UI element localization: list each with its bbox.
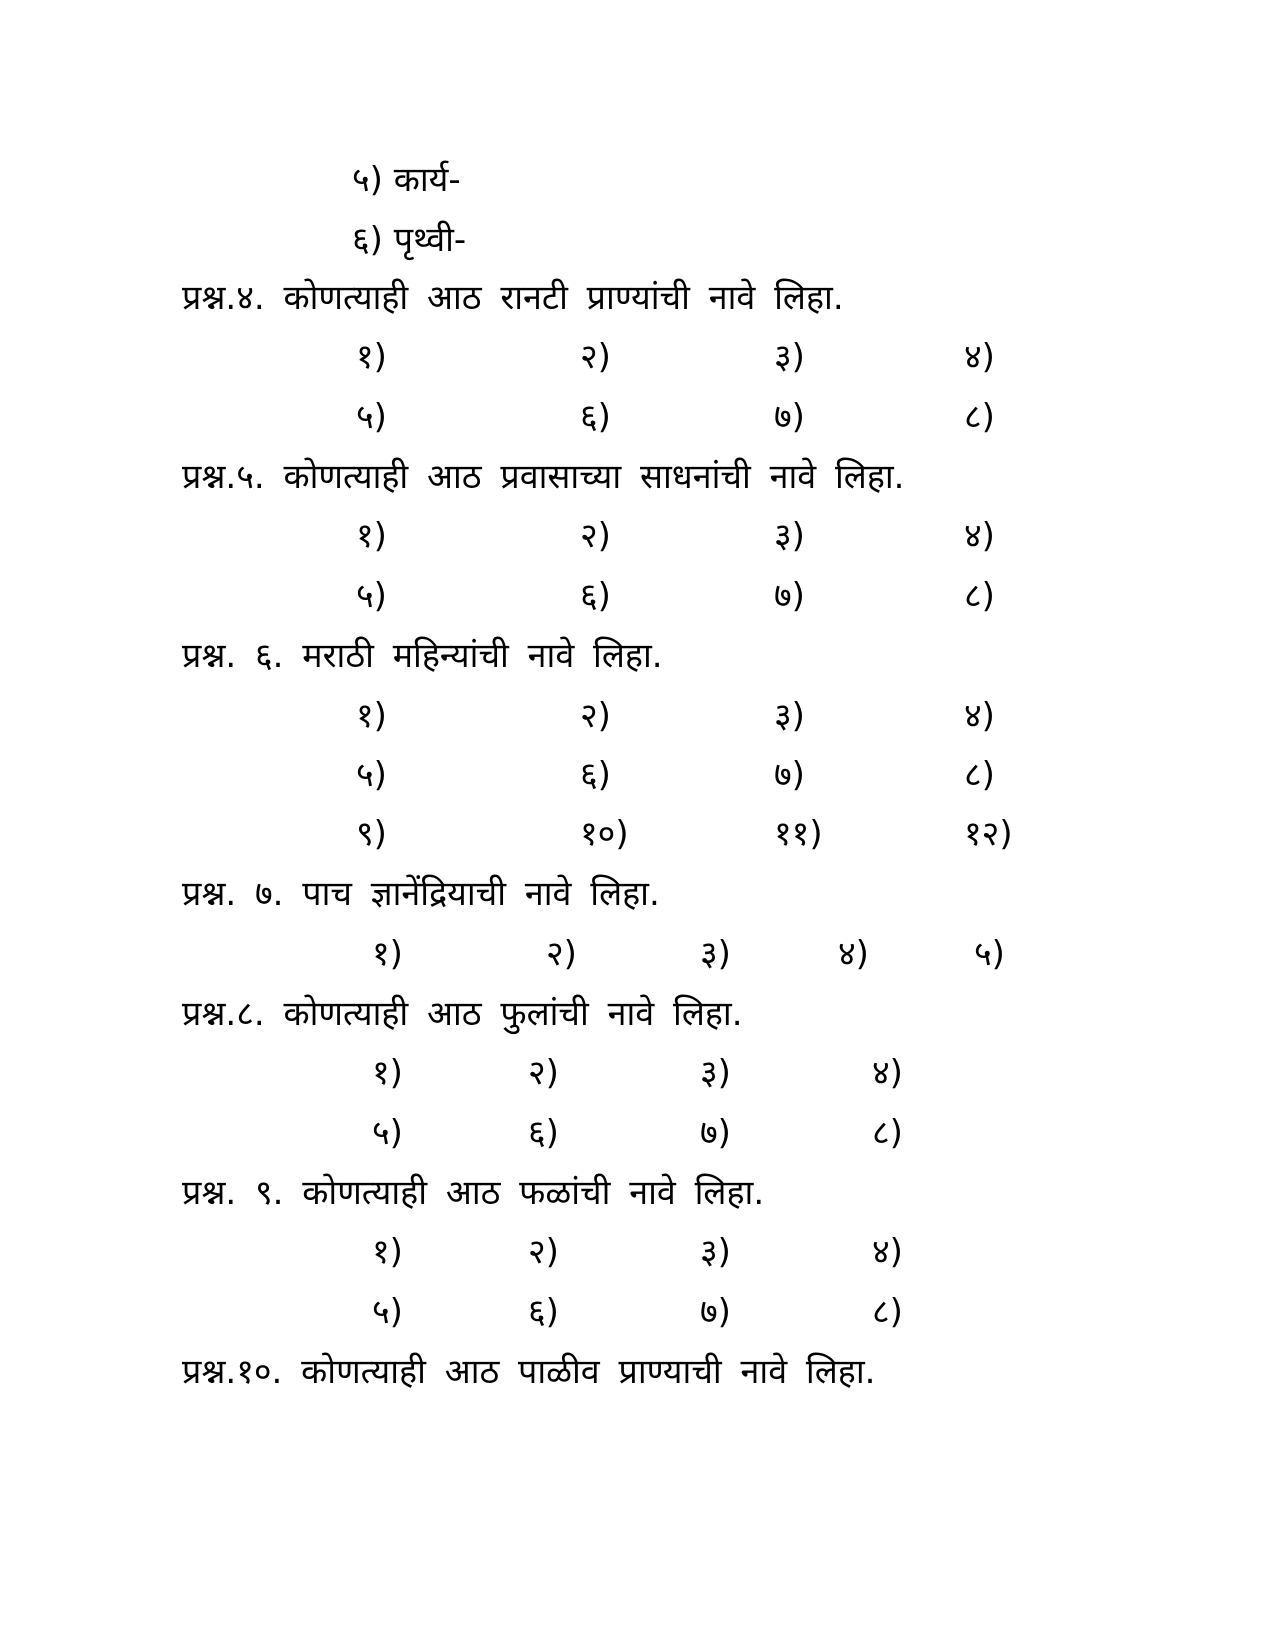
answer-slot: ४) [872, 1232, 903, 1272]
answer-slot: ७) [774, 397, 805, 437]
answer-slot: ४) [964, 337, 995, 377]
answer-slot: ४) [964, 696, 995, 736]
answer-slot: ३) [774, 696, 805, 736]
answer-slot: ६) [580, 397, 611, 437]
answer-slot: १) [356, 337, 387, 377]
answer-slot: ७) [700, 1113, 731, 1153]
answer-slot: १) [356, 696, 387, 736]
answer-slot: २) [580, 516, 611, 556]
question-title: प्रश्न.५. कोणत्याही आठ प्रवासाच्या साधनांची नावे लिहा. [182, 457, 905, 497]
answer-slot: २) [580, 696, 611, 736]
answer-slot: ३) [774, 516, 805, 556]
answer-slot: ५) [356, 397, 387, 437]
question-title: प्रश्न. ६. मराठी महिन्यांची नावे लिहा. [182, 636, 663, 676]
answer-slot: १०) [580, 814, 629, 854]
answer-slot: ८) [964, 397, 995, 437]
answer-slot: ६) [580, 576, 611, 616]
question-title: प्रश्न.८. कोणत्याही आठ फुलांची नावे लिहा. [182, 994, 743, 1034]
answer-slot: २) [528, 1232, 559, 1272]
answer-slot: ८) [964, 755, 995, 795]
question-title: प्रश्न. ७. पाच ज्ञानेंद्रियाची नावे लिहा. [182, 874, 660, 914]
answer-slot: ३) [700, 1053, 731, 1093]
answer-slot: ६) [580, 755, 611, 795]
answer-slot: ८) [872, 1292, 903, 1332]
answer-slot: २) [546, 934, 577, 974]
answer-slot: ३) [700, 934, 731, 974]
answer-slot: ५) [356, 755, 387, 795]
answer-slot: ५) [974, 934, 1005, 974]
answer-slot: ७) [774, 576, 805, 616]
answer-slot: ८) [872, 1113, 903, 1153]
answer-slot: २) [580, 337, 611, 377]
answer-slot: ३) [774, 337, 805, 377]
answer-slot: २) [528, 1053, 559, 1093]
answer-slot: ७) [774, 755, 805, 795]
answer-slot: १) [356, 516, 387, 556]
answer-slot: ४) [838, 934, 869, 974]
answer-slot: ७) [700, 1292, 731, 1332]
answer-slot: ४) [964, 516, 995, 556]
answer-slot: ५) [372, 1292, 403, 1332]
intro-item: ६) पृथ्वी- [352, 220, 467, 260]
question-title: प्रश्न. ९. कोणत्याही आठ फळांची नावे लिहा. [182, 1173, 765, 1213]
answer-slot: ५) [372, 1113, 403, 1153]
answer-slot: ६) [528, 1292, 559, 1332]
answer-slot: ९) [356, 814, 387, 854]
intro-item: ५) कार्य- [352, 160, 461, 200]
answer-slot: ३) [700, 1232, 731, 1272]
answer-slot: १) [372, 1053, 403, 1093]
answer-slot: १) [372, 934, 403, 974]
answer-slot: ६) [528, 1113, 559, 1153]
answer-slot: ११) [774, 814, 823, 854]
answer-slot: १२) [964, 814, 1013, 854]
answer-slot: १) [372, 1232, 403, 1272]
answer-slot: ८) [964, 576, 995, 616]
question-title: प्रश्न.१०. कोणत्याही आठ पाळीव प्राण्याची नावे लिहा. [182, 1352, 876, 1392]
answer-slot: ५) [356, 576, 387, 616]
question-title: प्रश्न.४. कोणत्याही आठ रानटी प्राण्यांची नावे लिहा. [182, 278, 844, 318]
answer-slot: ४) [872, 1053, 903, 1093]
